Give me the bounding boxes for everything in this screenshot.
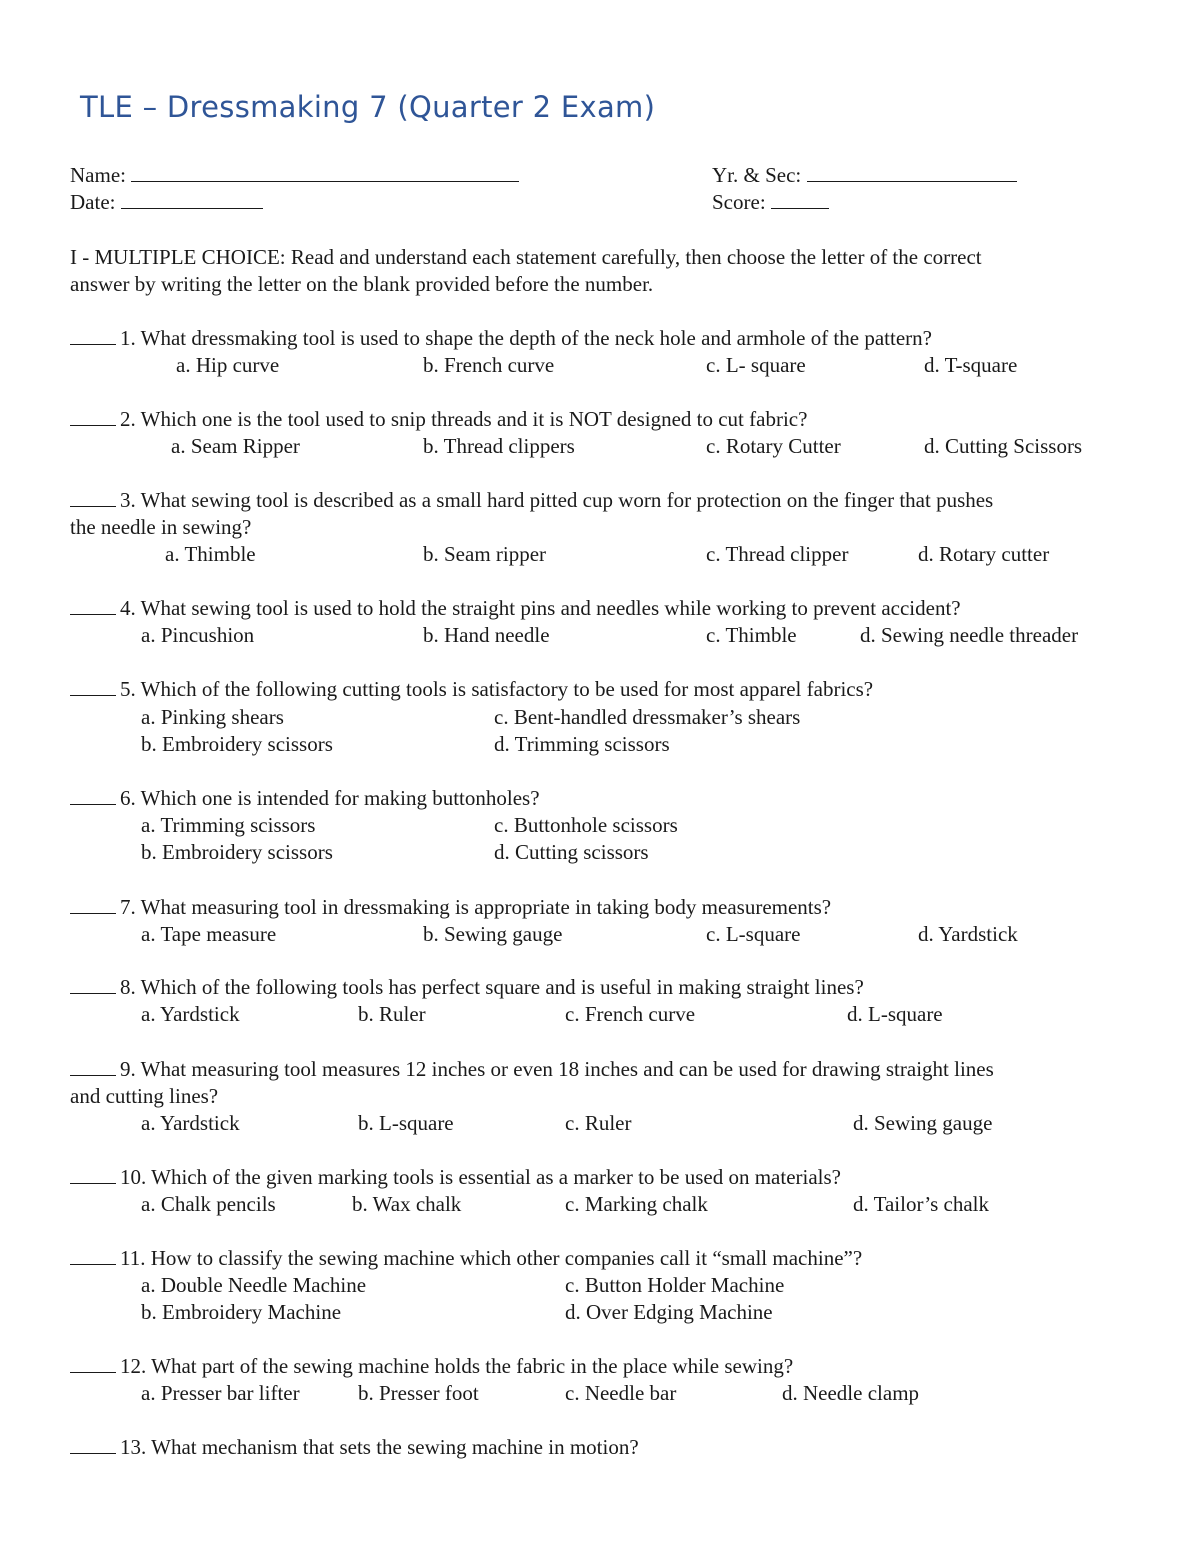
choice-2c: c. Rotary Cutter — [706, 434, 841, 458]
question-text: 6. Which one is intended for making buttonholes? — [120, 786, 540, 810]
question-text: 9. What measuring tool measures 12 inches or even 18 inches and can be used for drawing straight lines — [120, 1057, 994, 1081]
instructions-line-2: answer by writing the letter on the blank provided before the number. — [70, 272, 654, 296]
score-label: Score: — [712, 190, 766, 214]
choice-10d: d. Tailor’s chalk — [853, 1192, 989, 1216]
answer-blank — [70, 488, 116, 507]
choice-6d: d. Cutting scissors — [494, 840, 649, 864]
choice-2b: b. Thread clippers — [423, 434, 575, 458]
answer-blank — [70, 326, 116, 345]
choice-1a: a. Hip curve — [176, 353, 280, 377]
question-text: 5. Which of the following cutting tools is satisfactory to be used for most apparel fabrics? — [120, 677, 874, 701]
question-text: 3. What sewing tool is described as a small hard pitted cup worn for protection on the finger that pushes — [120, 488, 994, 512]
choice-5c: c. Bent-handled dressmaker’s shears — [494, 705, 801, 729]
choice-11b: b. Embroidery Machine — [141, 1300, 342, 1324]
question-2 — [70, 406, 807, 432]
yrsec-label: Yr. & Sec: — [712, 163, 802, 187]
choice-8c: c. French curve — [565, 1002, 696, 1026]
choice-3b: b. Seam ripper — [423, 542, 547, 566]
question-text: 13. What mechanism that sets the sewing machine in motion? — [120, 1435, 639, 1459]
answer-blank — [70, 1165, 116, 1184]
choice-12a: a. Presser bar lifter — [141, 1381, 300, 1405]
choice-5d: d. Trimming scissors — [494, 732, 670, 756]
answer-blank — [70, 1354, 116, 1373]
question-3 — [70, 487, 993, 513]
choice-4d: d. Sewing needle threader — [860, 623, 1079, 647]
choice-11d: d. Over Edging Machine — [565, 1300, 773, 1324]
question-text: 8. Which of the following tools has perfect square and is useful in making straight lines? — [120, 975, 864, 999]
name-field — [70, 162, 519, 188]
choice-9a: a. Yardstick — [141, 1111, 240, 1135]
score-blank — [771, 190, 829, 209]
date-blank — [121, 190, 263, 209]
exam-title: TLE – Dressmaking 7 (Quarter 2 Exam) — [80, 90, 656, 124]
choice-4b: b. Hand needle — [423, 623, 550, 647]
choice-5a: a. Pinking shears — [141, 705, 284, 729]
answer-blank — [70, 786, 116, 805]
question-10 — [70, 1164, 841, 1190]
choice-9c: c. Ruler — [565, 1111, 632, 1135]
choice-10c: c. Marking chalk — [565, 1192, 708, 1216]
question-8 — [70, 974, 864, 1000]
choice-8b: b. Ruler — [358, 1002, 426, 1026]
answer-blank — [70, 1246, 116, 1265]
question-11 — [70, 1245, 862, 1271]
choice-10b: b. Wax chalk — [352, 1192, 462, 1216]
choice-3c: c. Thread clipper — [706, 542, 849, 566]
question-3-line-2: the needle in sewing? — [70, 515, 252, 539]
question-9-line-2: and cutting lines? — [70, 1084, 219, 1108]
name-blank — [131, 163, 519, 182]
choice-7a: a. Tape measure — [141, 922, 277, 946]
question-7 — [70, 894, 831, 920]
choice-1c: c. L- square — [706, 353, 806, 377]
answer-blank — [70, 596, 116, 615]
date-field — [70, 189, 263, 215]
choice-7b: b. Sewing gauge — [423, 922, 563, 946]
choice-7d: d. Yardstick — [918, 922, 1018, 946]
question-6 — [70, 785, 540, 811]
name-label: Name: — [70, 163, 126, 187]
question-13 — [70, 1434, 639, 1460]
answer-blank — [70, 1435, 116, 1454]
question-text: 11. How to classify the sewing machine which other companies call it “small machine”? — [120, 1246, 863, 1270]
question-text: 12. What part of the sewing machine holds the fabric in the place while sewing? — [120, 1354, 794, 1378]
answer-blank — [70, 1057, 116, 1076]
choice-2a: a. Seam Ripper — [171, 434, 300, 458]
question-text: 10. Which of the given marking tools is essential as a marker to be used on materials? — [120, 1165, 842, 1189]
choice-11a: a. Double Needle Machine — [141, 1273, 367, 1297]
choice-4a: a. Pincushion — [141, 623, 255, 647]
choice-6b: b. Embroidery scissors — [141, 840, 333, 864]
choice-12b: b. Presser foot — [358, 1381, 479, 1405]
question-5 — [70, 676, 873, 702]
question-text: 7. What measuring tool in dressmaking is appropriate in taking body measurements? — [120, 895, 832, 919]
yrsec-blank — [807, 163, 1017, 182]
question-12 — [70, 1353, 793, 1379]
choice-9b: b. L-square — [358, 1111, 454, 1135]
choice-7c: c. L-square — [706, 922, 801, 946]
answer-blank — [70, 975, 116, 994]
choice-6c: c. Buttonhole scissors — [494, 813, 678, 837]
choice-4c: c. Thimble — [706, 623, 797, 647]
choice-1b: b. French curve — [423, 353, 555, 377]
question-4 — [70, 595, 961, 621]
choice-3d: d. Rotary cutter — [918, 542, 1050, 566]
date-label: Date: — [70, 190, 116, 214]
question-text: 4. What sewing tool is used to hold the straight pins and needles while working to prevent accident? — [120, 596, 961, 620]
choice-8a: a. Yardstick — [141, 1002, 240, 1026]
choice-11c: c. Button Holder Machine — [565, 1273, 785, 1297]
choice-10a: a. Chalk pencils — [141, 1192, 276, 1216]
question-9 — [70, 1056, 994, 1082]
instructions-line-1: I - MULTIPLE CHOICE: Read and understand each statement carefully, then choose the letter of the correct — [70, 245, 982, 269]
choice-9d: d. Sewing gauge — [853, 1111, 993, 1135]
score-field — [712, 189, 829, 215]
choice-5b: b. Embroidery scissors — [141, 732, 333, 756]
choice-3a: a. Thimble — [165, 542, 256, 566]
choice-6a: a. Trimming scissors — [141, 813, 316, 837]
question-text: 2. Which one is the tool used to snip threads and it is NOT designed to cut fabric? — [120, 407, 808, 431]
answer-blank — [70, 407, 116, 426]
choice-12d: d. Needle clamp — [782, 1381, 920, 1405]
choice-12c: c. Needle bar — [565, 1381, 677, 1405]
choice-2d: d. Cutting Scissors — [924, 434, 1083, 458]
answer-blank — [70, 895, 116, 914]
question-text: 1. What dressmaking tool is used to shape the depth of the neck hole and armhole of the pattern? — [120, 326, 932, 350]
question-1 — [70, 325, 932, 351]
choice-8d: d. L-square — [847, 1002, 943, 1026]
answer-blank — [70, 677, 116, 696]
choice-1d: d. T-square — [924, 353, 1018, 377]
yrsec-field — [712, 162, 1017, 188]
